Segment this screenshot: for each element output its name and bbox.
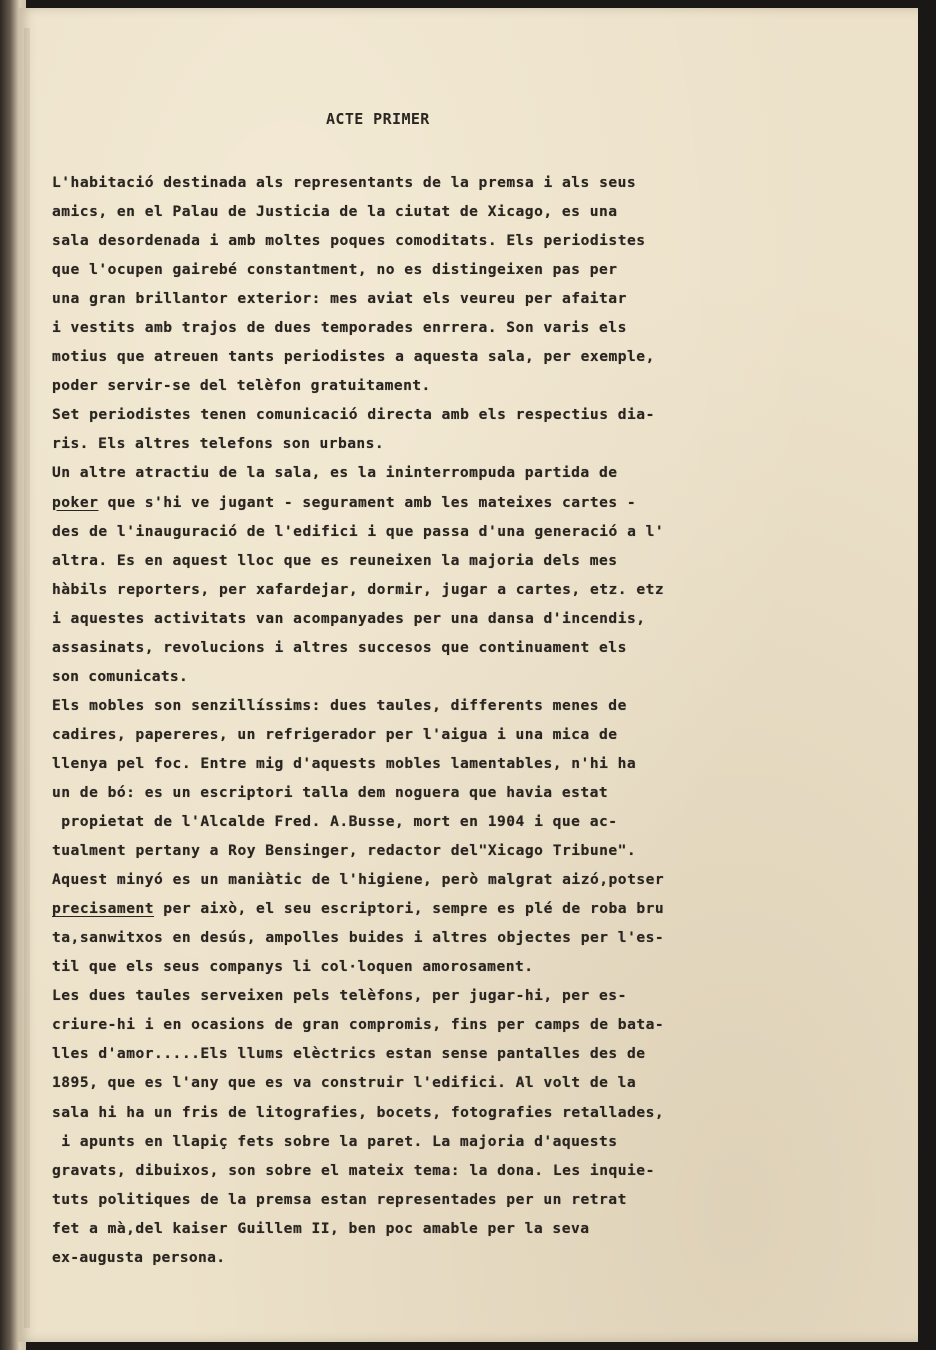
text-line: sala hi ha un fris de litografies, bocets, fotografies retallades, <box>52 1103 665 1121</box>
text-line: sala desordenada i amb moltes poques comoditats. Els periodistes <box>52 232 646 250</box>
act-title: ACTE PRIMER <box>326 110 430 128</box>
text-line: assasinats, revolucions i altres succesos que continuament els <box>52 638 627 656</box>
text-line: poker que s'hi ve jugant - segurament amb les mateixes cartes - <box>52 493 637 511</box>
text-line: des de l'inauguració de l'edifici i que passa d'una generació a l' <box>52 522 665 540</box>
text-line: ex-augusta persona. <box>52 1248 226 1266</box>
text-line: hàbils reporters, per xafardejar, dormir, jugar a cartes, etz. etz <box>52 580 665 598</box>
text-line: Un altre atractiu de la sala, es la ininterrompuda partida de <box>52 464 618 482</box>
text-line: propietat de l'Alcalde Fred. A.Busse, mort en 1904 i que ac- <box>52 813 618 831</box>
text-line: Els mobles son senzillíssims: dues taules, differents menes de <box>52 696 627 714</box>
text-line: cadires, papereres, un refrigerador per l'aigua i una mica de <box>52 725 618 743</box>
text-line: i apunts en llapiç fets sobre la paret. La majoria d'aquests <box>52 1132 618 1150</box>
text-line: precisament per això, el seu escriptori, sempre es plé de roba bru <box>52 900 665 918</box>
stage-directions <box>52 168 936 1272</box>
text-line: Set periodistes tenen comunicació directa amb els respectius dia- <box>52 406 655 424</box>
text-line: Aquest minyó es un maniàtic de l'higiene, però malgrat aizó,potser <box>52 871 665 889</box>
text-line: gravats, dibuixos, son sobre el mateix tema: la dona. Les inquie- <box>52 1161 655 1179</box>
text-line: motius que atreuen tants periodistes a aquesta sala, per exemple, <box>52 348 655 366</box>
text-line: criure-hi i en ocasions de gran compromis, fins per camps de bata- <box>52 1016 665 1034</box>
text-line: i aquestes activitats van acompanyades per una dansa d'incendis, <box>52 609 646 627</box>
typewritten-page <box>18 8 918 1342</box>
underlined-word: poker <box>52 493 99 511</box>
text-line: ris. Els altres telefons son urbans. <box>52 435 385 453</box>
text-line: una gran brillantor exterior: mes aviat els veureu per afaitar <box>52 290 627 308</box>
text-line: llenya pel foc. Entre mig d'aquests mobles lamentables, n'hi ha <box>52 754 637 772</box>
text-line: que l'ocupen gairebé constantment, no es distingeixen pas per <box>52 261 618 279</box>
text-line: 1895, que es l'any que es va construir l'edifici. Al volt de la <box>52 1074 637 1092</box>
text-line: i vestits amb trajos de dues temporades enrrera. Son varis els <box>52 319 627 337</box>
text-line: lles d'amor.....Els llums elèctrics estan sense pantalles des de <box>52 1045 646 1063</box>
text-line: amics, en el Palau de Justicia de la ciutat de Xicago, es una <box>52 203 618 221</box>
text-line: tualment pertany a Roy Bensinger, redactor del"Xicago Tribune". <box>52 842 637 860</box>
underlined-word: precisament <box>52 900 155 918</box>
text-line: til que els seus companys li col·loquen amorosament. <box>52 958 534 976</box>
text-line: son comunicats. <box>52 667 189 685</box>
text-line: altra. Es en aquest lloc que es reuneixen la majoria dels mes <box>52 551 618 569</box>
text-line: fet a mà,del kaiser Guillem II, ben poc amable per la seva <box>52 1219 590 1237</box>
binding-edge <box>24 28 30 1328</box>
text-line: L'habitació destinada als representants de la premsa i als seus <box>52 174 637 191</box>
text-line: poder servir-se del telèfon gratuitament. <box>52 377 431 395</box>
text-line: Les dues taules serveixen pels telèfons, per jugar-hi, per es- <box>52 987 627 1005</box>
text-line: ta,sanwitxos en desús, ampolles buides i altres objectes per l'es- <box>52 929 665 947</box>
text-line: un de bó: es un escriptori talla dem noguera que havia estat <box>52 783 609 801</box>
text-line: tuts politiques de la premsa estan representades per un retrat <box>52 1190 627 1208</box>
